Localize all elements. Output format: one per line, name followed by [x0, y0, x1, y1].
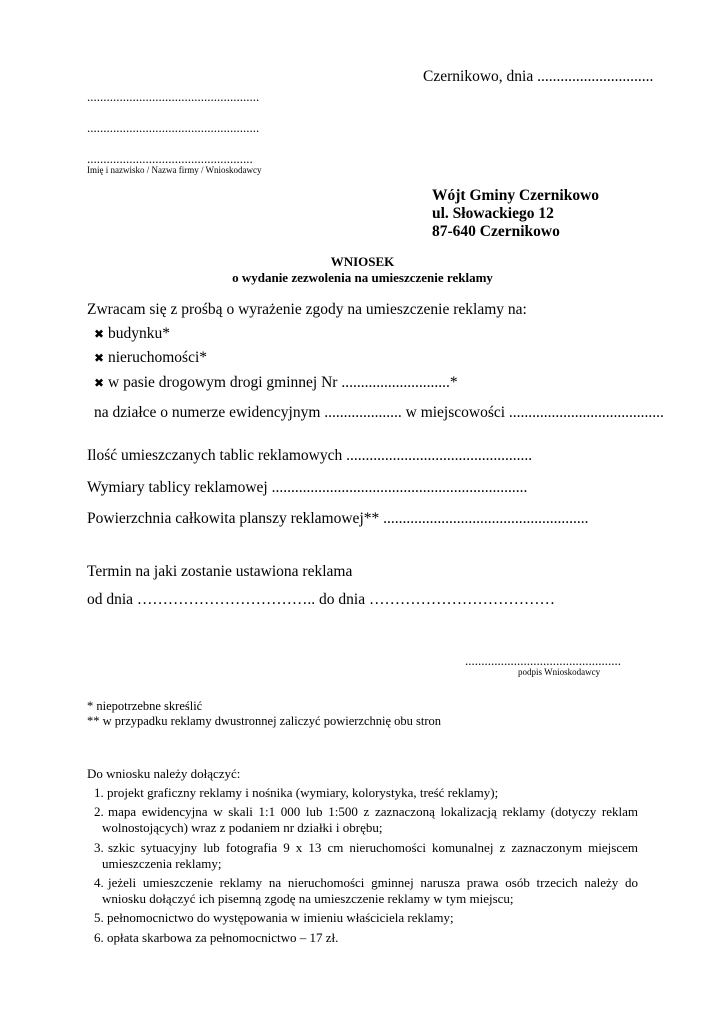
option-label: nieruchomości*: [108, 349, 208, 366]
item-text-line-1: jeżeli umieszczenie reklamy na nieruchomości gminnej narusza prawa osób trzecich należy do: [108, 875, 638, 890]
document-title: WNIOSEK: [330, 254, 395, 269]
item-number: 6.: [94, 930, 104, 945]
document-subtitle: o wydanie zezwolenia na umieszczenie reklamy: [232, 270, 493, 285]
attachments-heading: Do wniosku należy dołączyć:: [87, 766, 241, 781]
attachment-item: [94, 930, 338, 946]
item-text: projekt graficzny reklamy i nośnika (wymiary, kolorystyka, treść reklamy);: [107, 785, 499, 800]
item-number: 4.: [94, 875, 104, 890]
board-dimensions-field[interactable]: Wymiary tablicy reklamowej ..................................................................: [87, 479, 528, 496]
item-number: 5.: [94, 910, 104, 925]
attachment-item: [94, 840, 104, 856]
attachment-item: [94, 804, 104, 820]
applicant-caption: Imię i nazwisko / Nazwa firmy / Wnioskodawcy: [87, 165, 262, 175]
recipient-street: ul. Słowackiego 12: [432, 205, 554, 222]
applicant-line-1[interactable]: .....................................................: [87, 89, 260, 104]
cross-icon: ✖: [94, 376, 105, 390]
item-text: pełnomocnictwo do występowania w imieniu właściciela reklamy;: [107, 910, 454, 925]
request-intro: Zwracam się z prośbą o wyrażenie zgody na umieszczenie reklamy na:: [87, 301, 527, 318]
recipient-city: 87-640 Czernikowo: [432, 223, 560, 240]
item-text-line-2: umieszczenia reklamy;: [102, 856, 222, 871]
item-text-line-2: wniosku dołączyć ich pisemną zgodę na umieszczenie reklamy w tym miejscu;: [102, 891, 514, 906]
signature-caption: podpis Wnioskodawcy: [518, 667, 601, 677]
recipient-name: Wójt Gminy Czernikowo: [432, 187, 600, 204]
item-number: 3.: [94, 840, 104, 855]
board-count-field[interactable]: Ilość umieszczanych tablic reklamowych ................................................: [87, 447, 533, 464]
footnote-1: * niepotrzebne skreślić: [87, 699, 203, 713]
option-road-lane[interactable]: [94, 374, 458, 392]
attachment-item: [94, 875, 104, 891]
item-text-line-1: mapa ewidencyjna w skali 1:1 000 lub 1:500 z zaznaczoną lokalizacją reklamy (dotyczy reklam: [108, 804, 638, 819]
cross-icon: ✖: [94, 327, 105, 341]
applicant-line-3[interactable]: ...................................................: [87, 151, 253, 166]
item-text-line-1: szkic sytuacyjny lub fotografia 9 x 13 cm nieruchomości komunalnej z zaznaczonym miejscem: [108, 840, 638, 855]
board-area-field[interactable]: Powierzchnia całkowita planszy reklamowej** .....................................................: [87, 510, 589, 527]
option-label: budynku*: [108, 325, 170, 342]
footnote-2: ** w przypadku reklamy dwustronnej zaliczyć powierzchnię obu stron: [87, 714, 442, 728]
parcel-line[interactable]: na działce o numerze ewidencyjnym .................... w miejscowości ........................................: [94, 404, 664, 421]
signature-line[interactable]: ................................................: [465, 653, 621, 668]
option-label: w pasie drogowym drogi gminnej Nr ............................*: [108, 374, 458, 391]
item-text: opłata skarbowa za pełnomocnictwo – 17 zł.: [107, 930, 339, 945]
term-range[interactable]: od dnia …………………………….. do dnia ………………………………: [87, 591, 555, 608]
term-label: Termin na jaki zostanie ustawiona reklama: [87, 563, 353, 580]
cross-icon: ✖: [94, 351, 105, 365]
place-date-line: Czernikowo, dnia ..............................: [423, 68, 654, 85]
item-number: 2.: [94, 804, 104, 819]
attachment-item: [94, 910, 454, 926]
item-text-line-2: wolnostojących) wraz z podaniem nr działki i obrębu;: [102, 820, 383, 835]
applicant-line-2[interactable]: .....................................................: [87, 120, 260, 135]
option-building[interactable]: [94, 325, 170, 343]
item-number: 1.: [94, 785, 104, 800]
attachment-item: [94, 785, 498, 801]
option-property[interactable]: [94, 349, 207, 367]
